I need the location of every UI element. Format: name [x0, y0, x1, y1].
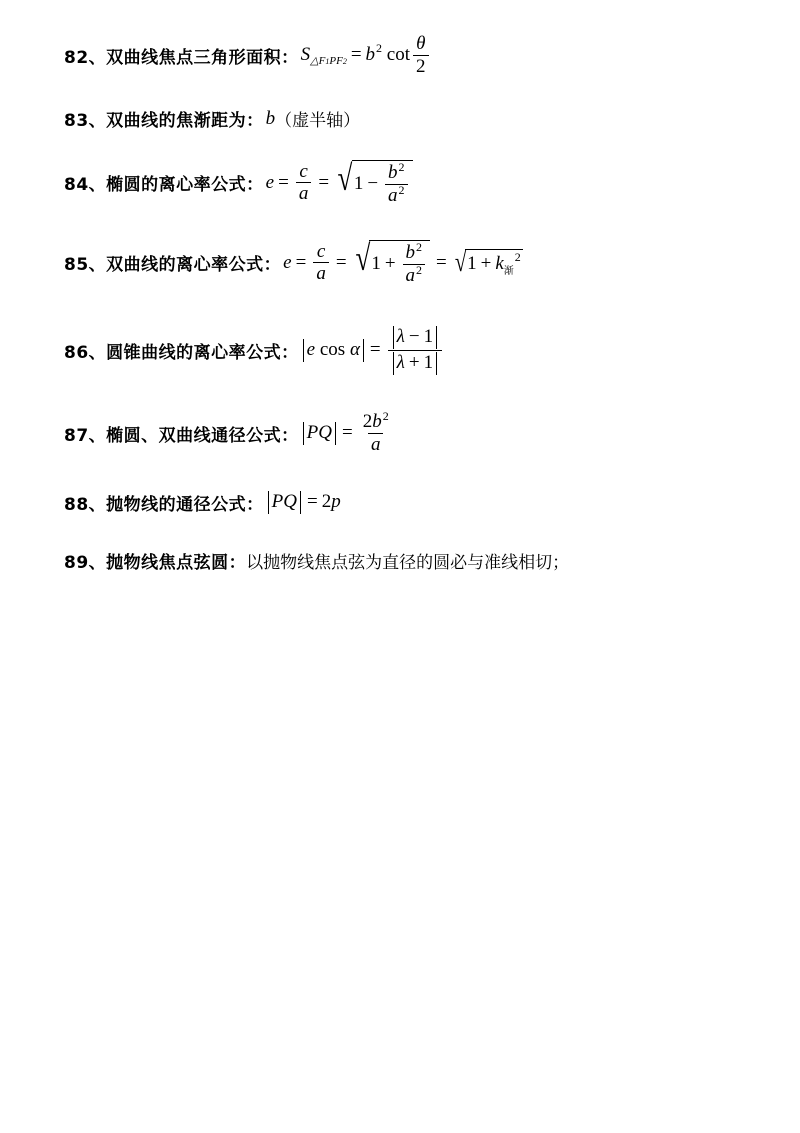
item-86-formula: e cos α = λ − 1 λ + 1 [301, 326, 445, 375]
item-89-label: 89、抛物线焦点弦圆： [64, 553, 247, 573]
item-88-formula: PQ = 2 p [266, 491, 341, 514]
item-83-var: b [265, 107, 276, 129]
item-82-formula: S △F1PF2 = b 2 cot $\frac{\theta}{2}$ [301, 34, 432, 77]
item-85 [64, 240, 525, 286]
item-87-label: 87、椭圆、双曲线通径公式： [64, 425, 299, 446]
item-89-text: 以抛物线焦点弦为直径的圆必与准线相切； [246, 553, 570, 573]
item-88-label: 88、抛物线的通径公式： [64, 495, 264, 515]
item-83-note: （虚半轴） [275, 111, 361, 131]
item-87-formula: PQ = $\frac{2b^2}{a}$ [301, 412, 395, 455]
item-84 [64, 160, 415, 206]
item-85-formula: e = $\frac{c}{a}$ = √ 1 + $\frac{b^2}{a^2}$ = √ 1 + k 渐 2 [283, 238, 521, 286]
item-82 [64, 34, 432, 77]
item-86 [64, 326, 445, 375]
item-84-label: 84、椭圆的离心率公式： [64, 175, 264, 196]
item-82-label: 82、双曲线焦点三角形面积： [64, 47, 299, 68]
item-85-label: 85、双曲线的离心率公式： [64, 255, 282, 276]
item-89 [64, 548, 569, 573]
item-86-label: 86、圆锥曲线的离心率公式： [64, 342, 299, 363]
item-83-label: 83、双曲线的焦渐距为： [64, 111, 264, 131]
item-88 [64, 490, 341, 515]
item-87 [64, 409, 395, 455]
item-84-formula: e = $\frac{c}{a}$ = √ 1 − $\frac{b^2}{a^2}$ [266, 160, 415, 206]
item-83 [64, 106, 360, 131]
